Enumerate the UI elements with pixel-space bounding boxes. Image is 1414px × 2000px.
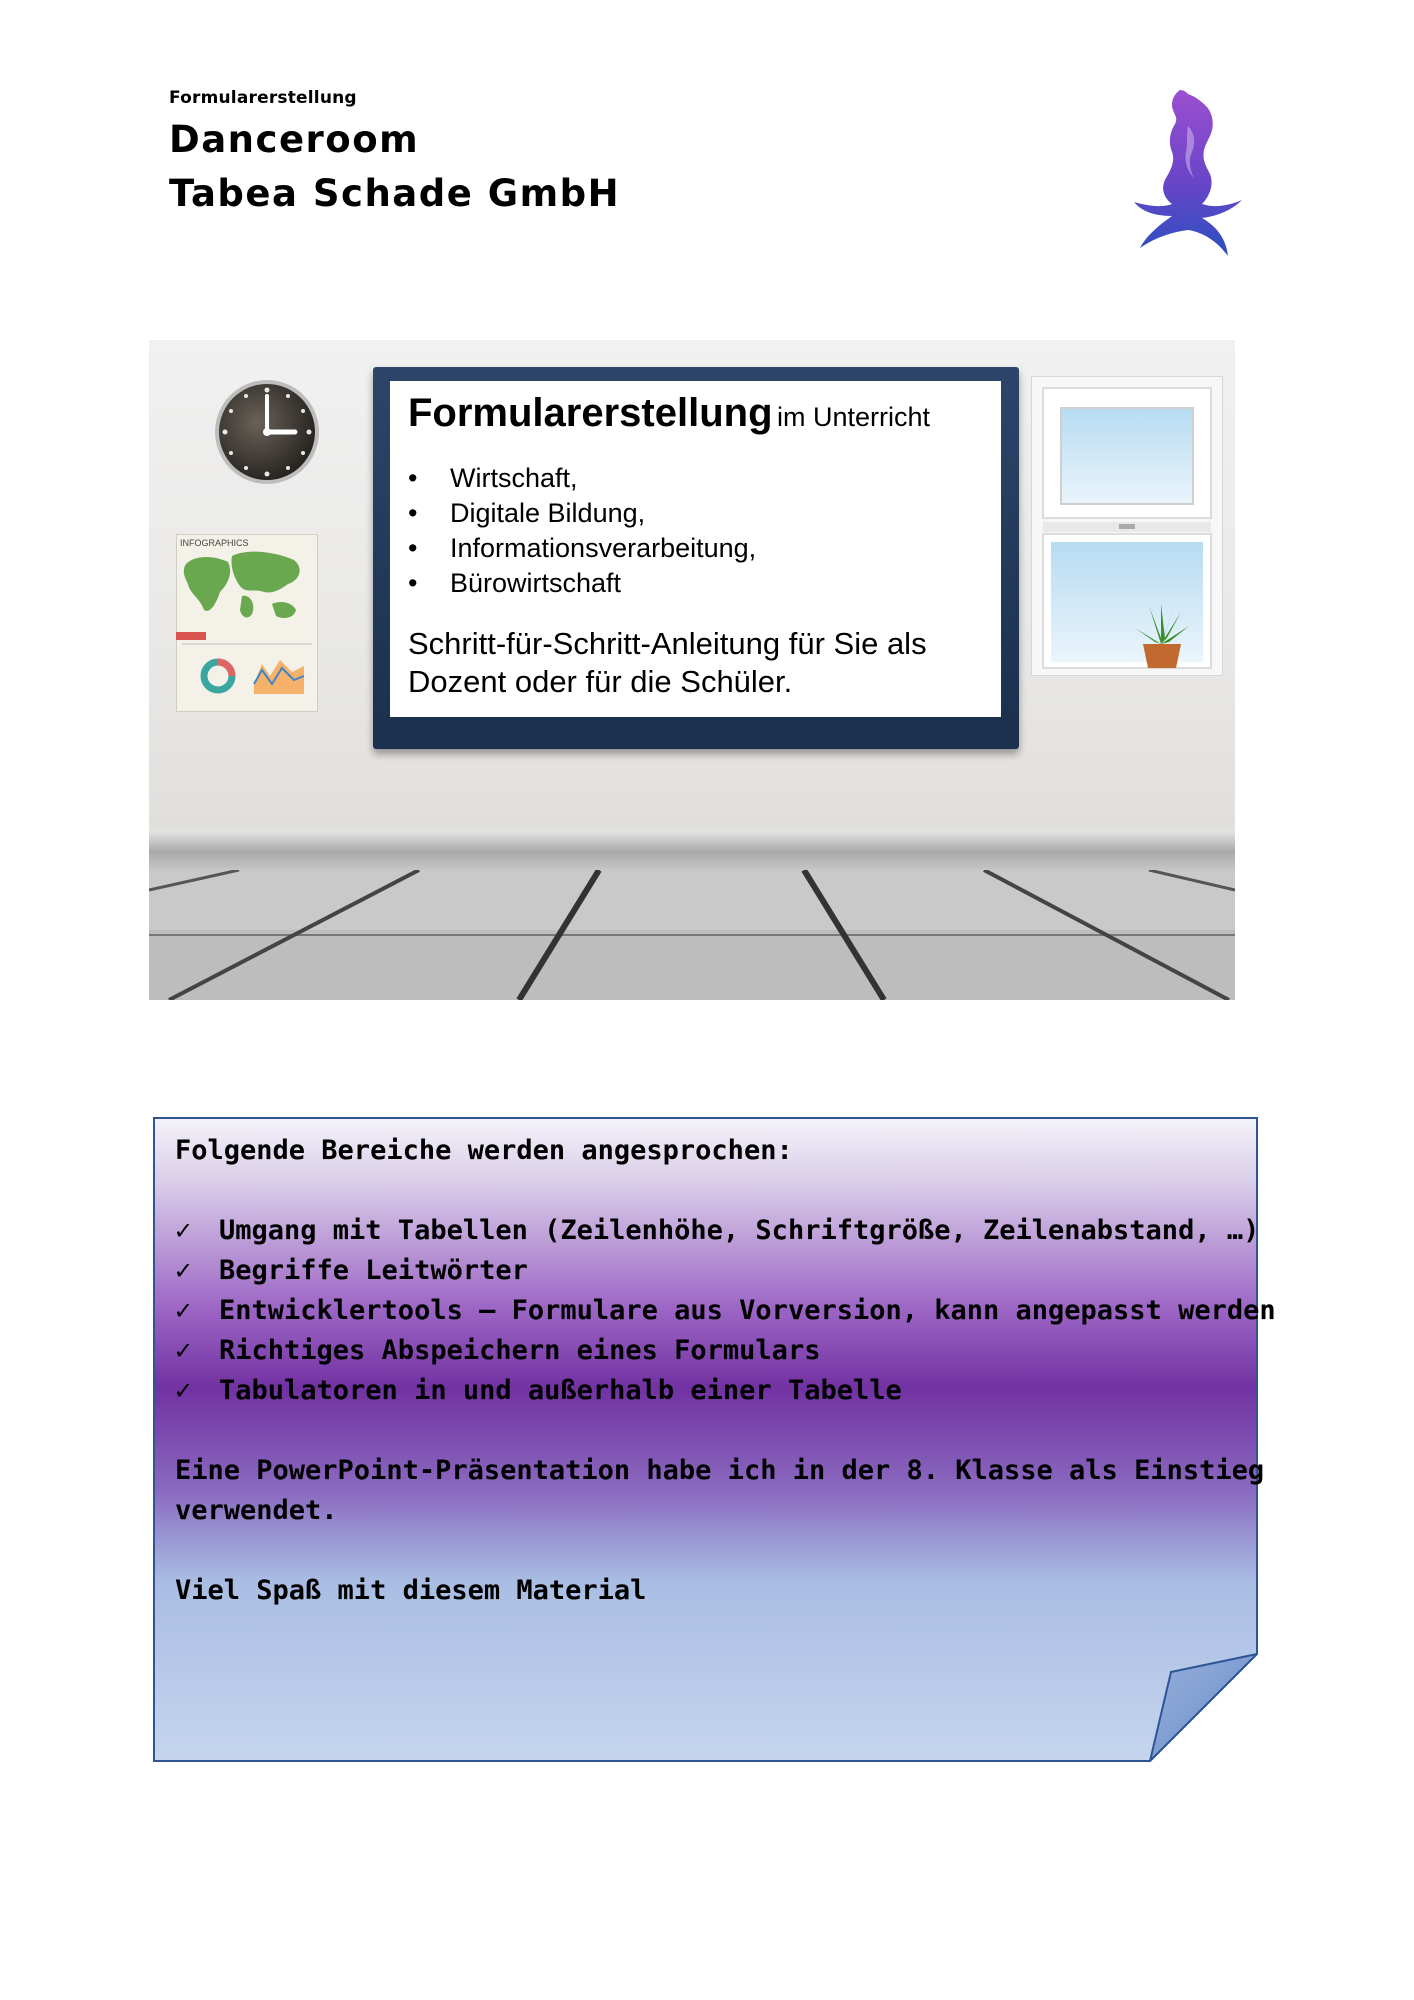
presentation-board [373,367,1019,749]
company-name-line2: Tabea Schade GmbH [169,172,621,215]
check-list-item: ✓ Entwicklertools – Formulare aus Vorversion, kann angepasst werden [175,1291,1235,1331]
board-description: Schritt-für-Schritt-Anleitung für Sie als Dozent oder für die Schüler. [408,626,927,699]
check-list-item: ✓ Tabulatoren in und außerhalb einer Tabelle [175,1371,1235,1411]
classroom-illustration [149,340,1235,1000]
bullet-icon: • [408,463,418,493]
checkmark-icon: ✓ [175,1255,192,1286]
dancer-logo [1128,86,1246,264]
list-item: • Bürowirtschaft [408,566,756,601]
check-list-item: ✓ Begriffe Leitwörter [175,1251,1235,1291]
checkmark-icon: ✓ [175,1335,192,1366]
info-closing: Viel Spaß mit diesem Material [175,1575,647,1606]
info-heading: Folgende Bereiche werden angesprochen: [175,1135,793,1166]
info-box-content [175,1131,1276,1611]
document-subtitle: Formularerstellung [169,88,357,108]
check-list-item: ✓ Richtiges Abspeichern eines Formulars [175,1331,1235,1371]
checkmark-icon: ✓ [175,1375,192,1406]
bullet-icon: • [408,498,418,528]
checkmark-icon: ✓ [175,1215,192,1246]
baseboard [149,830,1235,870]
info-box [153,1117,1276,1762]
board-title [408,391,930,436]
board-title-regular: im Unterricht [776,402,930,432]
board-title-bold: Formularerstellung [408,391,773,435]
board-surface [390,381,1001,717]
list-item: • Digitale Bildung, [408,496,756,531]
wall-clock-icon [213,378,321,486]
infographic-label: INFOGRAPHICS [180,538,249,548]
check-list-item: ✓ Umgang mit Tabellen (Zeilenhöhe, Schriftgröße, Zeilenabstand, …) [175,1211,1235,1251]
list-item: • Informationsverarbeitung, [408,531,756,566]
subject-list [408,461,756,601]
window-with-plant [1031,376,1223,676]
company-name-line1: Danceroom [169,118,420,161]
bullet-icon: • [408,533,418,563]
info-paragraph-line1: Eine PowerPoint-Präsentation habe ich in der 8. Klasse als Einstieg [175,1455,1265,1486]
list-item: • Wirtschaft, [408,461,756,496]
infographic-poster [176,534,318,712]
floor-tiles [149,870,1235,1000]
checkmark-icon: ✓ [175,1295,192,1326]
info-paragraph-line2: verwendet. [175,1495,338,1526]
bullet-icon: • [408,568,418,598]
